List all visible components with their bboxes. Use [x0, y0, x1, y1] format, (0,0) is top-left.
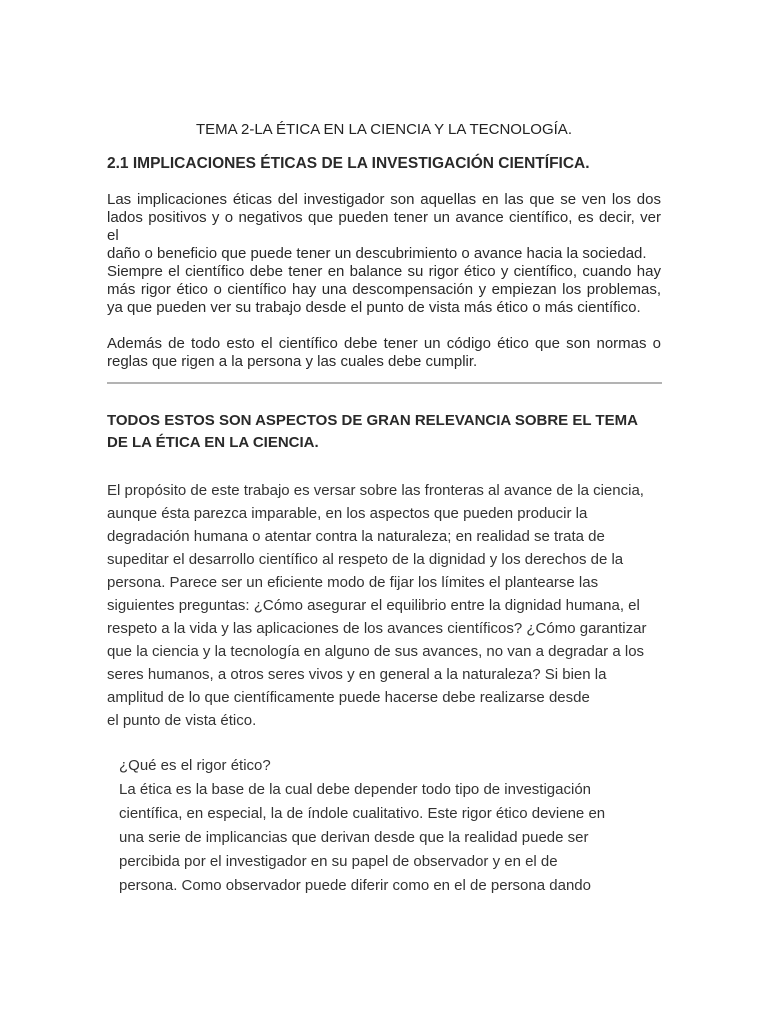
paragraph-line: daño o beneficio que puede tener un descubrimiento o avance hacia la sociedad. [107, 245, 647, 262]
paragraph-line: más rigor ético o científico hay una descompensación y empiezan los problemas, [107, 281, 661, 298]
paragraph-line: Además de todo esto el científico debe tener un código ético que son normas o [107, 335, 661, 352]
paragraph-line: lados positivos y o negativos que pueden tener un avance científico, es decir, ver el [107, 209, 661, 244]
paragraph-codigo-etico [107, 335, 661, 371]
heading-line: DE LA ÉTICA EN LA CIENCIA. [107, 434, 319, 451]
paragraph-line: ya que pueden ver su trabajo desde el punto de vista más ético o más científico. [107, 299, 641, 316]
section-heading-relevancia [107, 410, 667, 454]
paragraph-line: Las implicaciones éticas del investigador son aquellas en las que se ven los dos [107, 191, 661, 208]
paragraph-line: el punto de vista ético. [107, 712, 257, 729]
paragraph-line: una serie de implicancias que derivan desde que la realidad puede ser [119, 829, 589, 846]
paragraph-balance [107, 263, 661, 317]
horizontal-divider [107, 382, 662, 384]
paragraph-implicaciones [107, 191, 661, 263]
paragraph-line: científica, en especial, la de índole cualitativo. Este rigor ético deviene en [119, 805, 606, 822]
paragraph-rigor-etico [119, 754, 679, 898]
paragraph-line: percibida por el investigador en su papel de observador y en el de [119, 853, 558, 870]
paragraph-line: amplitud de lo que científicamente puede hacerse debe realizarse desde [107, 689, 590, 706]
paragraph-line: Siempre el científico debe tener en balance su rigor ético y científico, cuando hay [107, 263, 661, 280]
paragraph-line: persona. Parece ser un eficiente modo de fijar los límites el plantearse las [107, 574, 599, 591]
paragraph-line: aunque ésta parezca imparable, en los aspectos que pueden producir la [107, 505, 588, 522]
paragraph-line: seres humanos, a otros seres vivos y en general a la naturaleza? Si bien la [107, 666, 607, 683]
paragraph-line: reglas que rigen a la persona y las cuales debe cumplir. [107, 353, 478, 370]
paragraph-proposito [107, 479, 667, 732]
document-title: TEMA 2-LA ÉTICA EN LA CIENCIA Y LA TECNOLOGÍA. [196, 121, 572, 138]
paragraph-line: El propósito de este trabajo es versar sobre las fronteras al avance de la ciencia, [107, 482, 644, 499]
paragraph-line: persona. Como observador puede diferir como en el de persona dando [119, 877, 591, 894]
paragraph-line: supeditar el desarrollo científico al respeto de la dignidad y los derechos de la [107, 551, 624, 568]
paragraph-line: ¿Qué es el rigor ético? [119, 757, 271, 774]
section-heading: 2.1 IMPLICACIONES ÉTICAS DE LA INVESTIGACIÓN CIENTÍFICA. [107, 155, 590, 172]
paragraph-line: respeto a la vida y las aplicaciones de los avances científicos? ¿Cómo garantizar [107, 620, 647, 637]
heading-line: TODOS ESTOS SON ASPECTOS DE GRAN RELEVANCIA SOBRE EL TEMA [107, 412, 638, 429]
paragraph-line: siguientes preguntas: ¿Cómo asegurar el equilibrio entre la dignidad humana, el [107, 597, 640, 614]
paragraph-line: degradación humana o atentar contra la naturaleza; en realidad se trata de [107, 528, 605, 545]
paragraph-line: La ética es la base de la cual debe depender todo tipo de investigación [119, 781, 592, 798]
paragraph-line: que la ciencia y la tecnología en alguno de sus avances, no van a degradar a los [107, 643, 645, 660]
